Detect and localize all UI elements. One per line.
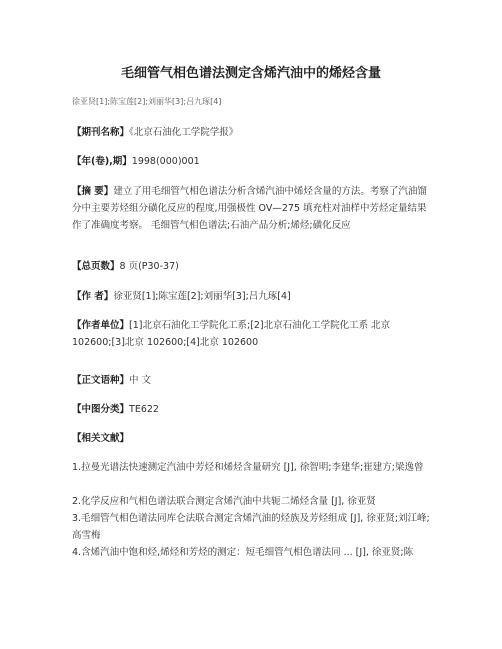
related-heading [72,430,432,447]
field-value: 徐亚贤[1];陈宝莲[2];刘丽华[3];吕九琢[4] [113,291,291,302]
field-label: 【作者单位】 [72,320,130,331]
field-value: 建立了用毛细管气相色谱法分析含烯汽油中烯烃含量的方法。考察了汽油馏分中主要芳烃组分磺化反应的程度,用强极性 OV—275 填充柱对油样中芳烃定量结果作了准确度考察。 毛细管气相色谱法;石油产品分析;烯烃;磺化反应 [72,186,427,231]
author-line: 徐亚贤[1];陈宝莲[2];刘丽华[3];吕九琢[4] [72,97,222,106]
field-affiliation [72,317,432,351]
field-value: [1]北京石油化工学院化工系;[2]北京石油化工学院化工系 北京 102600;[3]北京 102600;[4]北京 102600 [72,320,391,348]
field-label: 【作 者】 [72,291,114,302]
field-year-issue [72,153,432,170]
field-label: 【正文语种】 [72,375,130,386]
field-value: TE622 [129,404,159,415]
field-value: 《北京石油化工学院学报》 [129,127,239,138]
field-label: 【摘 要】 [72,186,114,197]
field-journal [72,124,432,141]
field-label: 【中图分类】 [72,404,130,415]
field-label: 【总页数】 [72,261,120,272]
field-value: 8 页(P30-37) [119,261,179,272]
related-label: 【相关文献】 [72,433,130,444]
field-abstract [72,183,432,234]
reference-item: 4.含烯汽油中饱和烃,烯烃和芳烃的测定：短毛细管气相色谱法同 ... [J], 徐亚贤;陈 [72,547,414,558]
reference-item: 3.毛细管气相色谱法同库仑法联合测定含烯汽油的烃族及芳烃组成 [J], 徐亚贤;刘江峰;高雪梅 [72,513,430,541]
reference-item: 2.化学反应和气相色谱法联合测定含烯汽油中共轭二烯烃含量 [J], 徐亚贤 [72,496,376,507]
field-value: 1998(000)001 [131,156,200,167]
field-authors [72,288,432,305]
field-pages [72,258,432,275]
field-classification [72,401,432,418]
field-value: 中 文 [129,375,152,386]
field-label: 【期刊名称】 [72,127,130,138]
field-language [72,372,432,389]
reference-item: 1.拉曼光谱法快速测定汽油中芳烃和烯烃含量研究 [J], 徐智明;李建华;崔建方;梁逸曾 [72,462,424,473]
document-title: 毛细管气相色谱法测定含烯汽油中的烯烃含量 [120,66,381,81]
field-label: 【年(卷),期】 [72,156,132,167]
